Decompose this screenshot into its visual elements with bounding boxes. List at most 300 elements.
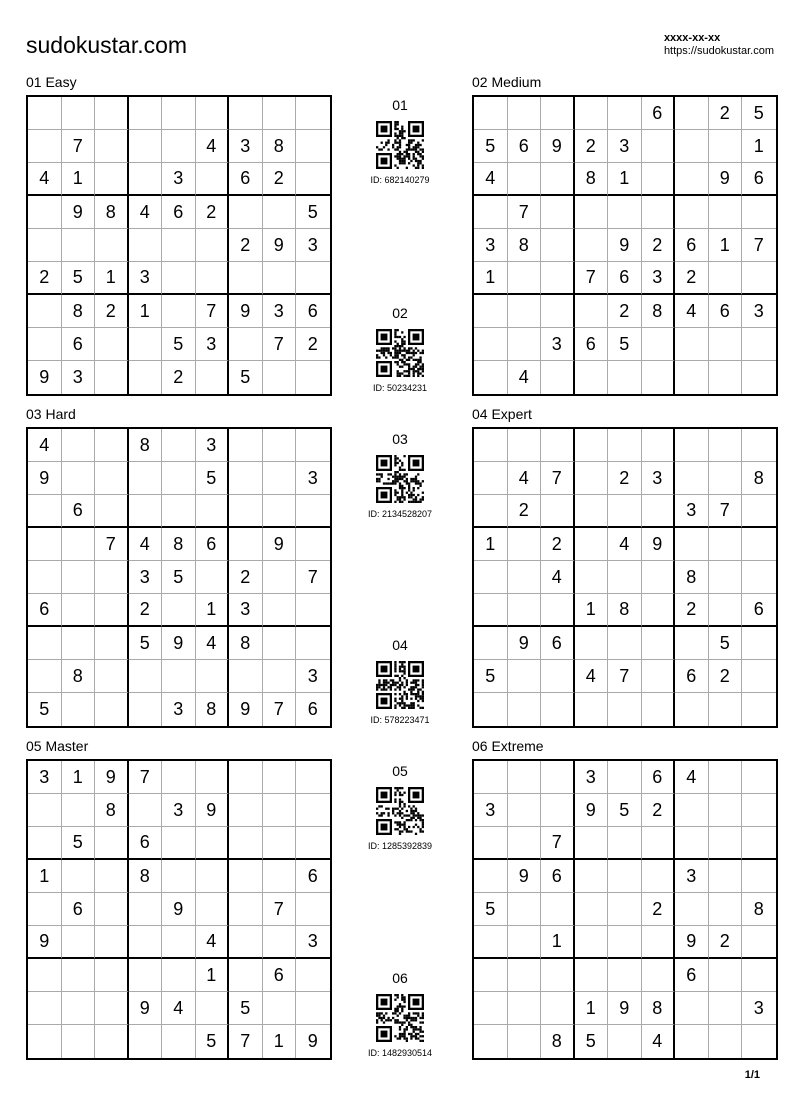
empty-cell[interactable] xyxy=(263,860,297,893)
empty-cell[interactable] xyxy=(28,660,62,693)
empty-cell[interactable] xyxy=(474,959,508,992)
empty-cell[interactable] xyxy=(129,462,163,495)
empty-cell[interactable] xyxy=(162,959,196,992)
empty-cell[interactable] xyxy=(642,660,676,693)
empty-cell[interactable] xyxy=(196,893,230,926)
empty-cell[interactable] xyxy=(474,860,508,893)
empty-cell[interactable] xyxy=(229,660,263,693)
empty-cell[interactable] xyxy=(608,495,642,528)
empty-cell[interactable] xyxy=(474,429,508,462)
empty-cell[interactable] xyxy=(709,761,743,794)
empty-cell[interactable] xyxy=(575,97,609,130)
empty-cell[interactable] xyxy=(742,693,776,726)
empty-cell[interactable] xyxy=(62,594,96,627)
empty-cell[interactable] xyxy=(709,528,743,561)
empty-cell[interactable] xyxy=(28,827,62,860)
empty-cell[interactable] xyxy=(263,361,297,394)
empty-cell[interactable] xyxy=(675,328,709,361)
empty-cell[interactable] xyxy=(642,328,676,361)
empty-cell[interactable] xyxy=(296,893,330,926)
empty-cell[interactable] xyxy=(508,429,542,462)
empty-cell[interactable] xyxy=(162,827,196,860)
empty-cell[interactable] xyxy=(575,429,609,462)
empty-cell[interactable] xyxy=(62,229,96,262)
empty-cell[interactable] xyxy=(263,794,297,827)
empty-cell[interactable] xyxy=(229,262,263,295)
empty-cell[interactable] xyxy=(709,992,743,1025)
empty-cell[interactable] xyxy=(474,693,508,726)
empty-cell[interactable] xyxy=(742,528,776,561)
empty-cell[interactable] xyxy=(541,794,575,827)
empty-cell[interactable] xyxy=(28,561,62,594)
empty-cell[interactable] xyxy=(508,992,542,1025)
empty-cell[interactable] xyxy=(709,594,743,627)
empty-cell[interactable] xyxy=(62,992,96,1025)
empty-cell[interactable] xyxy=(129,959,163,992)
empty-cell[interactable] xyxy=(162,660,196,693)
empty-cell[interactable] xyxy=(95,594,129,627)
empty-cell[interactable] xyxy=(575,528,609,561)
empty-cell[interactable] xyxy=(296,528,330,561)
empty-cell[interactable] xyxy=(709,196,743,229)
empty-cell[interactable] xyxy=(28,97,62,130)
empty-cell[interactable] xyxy=(129,130,163,163)
empty-cell[interactable] xyxy=(508,295,542,328)
empty-cell[interactable] xyxy=(508,97,542,130)
empty-cell[interactable] xyxy=(62,959,96,992)
empty-cell[interactable] xyxy=(162,429,196,462)
empty-cell[interactable] xyxy=(575,926,609,959)
empty-cell[interactable] xyxy=(229,328,263,361)
empty-cell[interactable] xyxy=(474,495,508,528)
empty-cell[interactable] xyxy=(62,860,96,893)
empty-cell[interactable] xyxy=(642,926,676,959)
empty-cell[interactable] xyxy=(608,196,642,229)
empty-cell[interactable] xyxy=(642,860,676,893)
empty-cell[interactable] xyxy=(95,328,129,361)
empty-cell[interactable] xyxy=(642,163,676,196)
empty-cell[interactable] xyxy=(575,361,609,394)
empty-cell[interactable] xyxy=(709,693,743,726)
empty-cell[interactable] xyxy=(508,163,542,196)
empty-cell[interactable] xyxy=(608,860,642,893)
empty-cell[interactable] xyxy=(541,97,575,130)
empty-cell[interactable] xyxy=(575,561,609,594)
empty-cell[interactable] xyxy=(474,561,508,594)
empty-cell[interactable] xyxy=(709,262,743,295)
empty-cell[interactable] xyxy=(296,361,330,394)
empty-cell[interactable] xyxy=(129,794,163,827)
empty-cell[interactable] xyxy=(129,1025,163,1058)
empty-cell[interactable] xyxy=(129,361,163,394)
empty-cell[interactable] xyxy=(575,693,609,726)
empty-cell[interactable] xyxy=(575,893,609,926)
empty-cell[interactable] xyxy=(742,827,776,860)
empty-cell[interactable] xyxy=(95,660,129,693)
empty-cell[interactable] xyxy=(28,295,62,328)
empty-cell[interactable] xyxy=(196,561,230,594)
empty-cell[interactable] xyxy=(162,262,196,295)
empty-cell[interactable] xyxy=(95,229,129,262)
empty-cell[interactable] xyxy=(541,761,575,794)
empty-cell[interactable] xyxy=(196,495,230,528)
empty-cell[interactable] xyxy=(162,495,196,528)
empty-cell[interactable] xyxy=(263,262,297,295)
empty-cell[interactable] xyxy=(62,794,96,827)
empty-cell[interactable] xyxy=(709,1025,743,1058)
empty-cell[interactable] xyxy=(162,926,196,959)
empty-cell[interactable] xyxy=(675,893,709,926)
empty-cell[interactable] xyxy=(742,1025,776,1058)
empty-cell[interactable] xyxy=(263,196,297,229)
empty-cell[interactable] xyxy=(162,295,196,328)
empty-cell[interactable] xyxy=(296,959,330,992)
empty-cell[interactable] xyxy=(675,361,709,394)
empty-cell[interactable] xyxy=(62,97,96,130)
empty-cell[interactable] xyxy=(508,794,542,827)
empty-cell[interactable] xyxy=(62,926,96,959)
empty-cell[interactable] xyxy=(675,528,709,561)
empty-cell[interactable] xyxy=(508,528,542,561)
empty-cell[interactable] xyxy=(296,429,330,462)
empty-cell[interactable] xyxy=(575,959,609,992)
empty-cell[interactable] xyxy=(608,827,642,860)
empty-cell[interactable] xyxy=(95,429,129,462)
empty-cell[interactable] xyxy=(675,130,709,163)
empty-cell[interactable] xyxy=(263,97,297,130)
empty-cell[interactable] xyxy=(742,627,776,660)
empty-cell[interactable] xyxy=(575,827,609,860)
empty-cell[interactable] xyxy=(95,926,129,959)
empty-cell[interactable] xyxy=(474,328,508,361)
site-url[interactable]: https://sudokustar.com xyxy=(663,45,774,57)
empty-cell[interactable] xyxy=(95,130,129,163)
empty-cell[interactable] xyxy=(508,262,542,295)
empty-cell[interactable] xyxy=(642,693,676,726)
empty-cell[interactable] xyxy=(263,462,297,495)
empty-cell[interactable] xyxy=(263,429,297,462)
empty-cell[interactable] xyxy=(608,761,642,794)
empty-cell[interactable] xyxy=(296,992,330,1025)
empty-cell[interactable] xyxy=(575,462,609,495)
empty-cell[interactable] xyxy=(474,295,508,328)
empty-cell[interactable] xyxy=(675,794,709,827)
empty-cell[interactable] xyxy=(474,1025,508,1058)
empty-cell[interactable] xyxy=(229,761,263,794)
empty-cell[interactable] xyxy=(541,361,575,394)
empty-cell[interactable] xyxy=(62,429,96,462)
empty-cell[interactable] xyxy=(709,328,743,361)
empty-cell[interactable] xyxy=(575,229,609,262)
empty-cell[interactable] xyxy=(129,97,163,130)
empty-cell[interactable] xyxy=(229,959,263,992)
empty-cell[interactable] xyxy=(709,827,743,860)
empty-cell[interactable] xyxy=(608,959,642,992)
empty-cell[interactable] xyxy=(642,561,676,594)
empty-cell[interactable] xyxy=(162,594,196,627)
empty-cell[interactable] xyxy=(742,196,776,229)
empty-cell[interactable] xyxy=(575,627,609,660)
empty-cell[interactable] xyxy=(196,660,230,693)
empty-cell[interactable] xyxy=(608,561,642,594)
empty-cell[interactable] xyxy=(296,163,330,196)
empty-cell[interactable] xyxy=(575,295,609,328)
empty-cell[interactable] xyxy=(608,893,642,926)
empty-cell[interactable] xyxy=(196,97,230,130)
empty-cell[interactable] xyxy=(296,761,330,794)
empty-cell[interactable] xyxy=(642,594,676,627)
empty-cell[interactable] xyxy=(129,495,163,528)
empty-cell[interactable] xyxy=(95,495,129,528)
empty-cell[interactable] xyxy=(129,893,163,926)
empty-cell[interactable] xyxy=(508,594,542,627)
empty-cell[interactable] xyxy=(608,1025,642,1058)
empty-cell[interactable] xyxy=(675,429,709,462)
empty-cell[interactable] xyxy=(575,196,609,229)
empty-cell[interactable] xyxy=(162,97,196,130)
empty-cell[interactable] xyxy=(742,860,776,893)
empty-cell[interactable] xyxy=(474,926,508,959)
empty-cell[interactable] xyxy=(129,660,163,693)
empty-cell[interactable] xyxy=(28,130,62,163)
empty-cell[interactable] xyxy=(229,429,263,462)
empty-cell[interactable] xyxy=(62,528,96,561)
empty-cell[interactable] xyxy=(229,926,263,959)
empty-cell[interactable] xyxy=(642,495,676,528)
empty-cell[interactable] xyxy=(508,827,542,860)
empty-cell[interactable] xyxy=(162,860,196,893)
empty-cell[interactable] xyxy=(229,794,263,827)
empty-cell[interactable] xyxy=(742,926,776,959)
empty-cell[interactable] xyxy=(541,196,575,229)
empty-cell[interactable] xyxy=(575,495,609,528)
empty-cell[interactable] xyxy=(129,926,163,959)
empty-cell[interactable] xyxy=(196,163,230,196)
empty-cell[interactable] xyxy=(709,860,743,893)
empty-cell[interactable] xyxy=(296,262,330,295)
empty-cell[interactable] xyxy=(263,594,297,627)
empty-cell[interactable] xyxy=(709,794,743,827)
empty-cell[interactable] xyxy=(28,1025,62,1058)
empty-cell[interactable] xyxy=(28,528,62,561)
empty-cell[interactable] xyxy=(675,627,709,660)
empty-cell[interactable] xyxy=(474,594,508,627)
empty-cell[interactable] xyxy=(742,761,776,794)
empty-cell[interactable] xyxy=(474,992,508,1025)
empty-cell[interactable] xyxy=(129,328,163,361)
empty-cell[interactable] xyxy=(263,561,297,594)
empty-cell[interactable] xyxy=(95,97,129,130)
empty-cell[interactable] xyxy=(95,827,129,860)
empty-cell[interactable] xyxy=(508,893,542,926)
empty-cell[interactable] xyxy=(196,361,230,394)
empty-cell[interactable] xyxy=(296,594,330,627)
empty-cell[interactable] xyxy=(263,627,297,660)
empty-cell[interactable] xyxy=(541,262,575,295)
empty-cell[interactable] xyxy=(675,827,709,860)
empty-cell[interactable] xyxy=(742,361,776,394)
empty-cell[interactable] xyxy=(742,262,776,295)
empty-cell[interactable] xyxy=(296,130,330,163)
empty-cell[interactable] xyxy=(474,761,508,794)
empty-cell[interactable] xyxy=(474,361,508,394)
empty-cell[interactable] xyxy=(642,627,676,660)
empty-cell[interactable] xyxy=(642,959,676,992)
empty-cell[interactable] xyxy=(296,827,330,860)
empty-cell[interactable] xyxy=(196,229,230,262)
empty-cell[interactable] xyxy=(129,229,163,262)
empty-cell[interactable] xyxy=(709,429,743,462)
empty-cell[interactable] xyxy=(541,429,575,462)
empty-cell[interactable] xyxy=(28,495,62,528)
empty-cell[interactable] xyxy=(263,827,297,860)
empty-cell[interactable] xyxy=(62,561,96,594)
empty-cell[interactable] xyxy=(742,561,776,594)
empty-cell[interactable] xyxy=(263,495,297,528)
empty-cell[interactable] xyxy=(62,462,96,495)
empty-cell[interactable] xyxy=(608,693,642,726)
empty-cell[interactable] xyxy=(675,163,709,196)
empty-cell[interactable] xyxy=(608,429,642,462)
empty-cell[interactable] xyxy=(742,495,776,528)
empty-cell[interactable] xyxy=(508,561,542,594)
empty-cell[interactable] xyxy=(541,495,575,528)
empty-cell[interactable] xyxy=(62,1025,96,1058)
empty-cell[interactable] xyxy=(196,827,230,860)
empty-cell[interactable] xyxy=(196,860,230,893)
empty-cell[interactable] xyxy=(196,761,230,794)
empty-cell[interactable] xyxy=(95,992,129,1025)
empty-cell[interactable] xyxy=(95,561,129,594)
empty-cell[interactable] xyxy=(541,693,575,726)
empty-cell[interactable] xyxy=(95,959,129,992)
empty-cell[interactable] xyxy=(675,462,709,495)
empty-cell[interactable] xyxy=(642,429,676,462)
empty-cell[interactable] xyxy=(229,97,263,130)
empty-cell[interactable] xyxy=(642,130,676,163)
empty-cell[interactable] xyxy=(541,229,575,262)
empty-cell[interactable] xyxy=(95,627,129,660)
empty-cell[interactable] xyxy=(675,693,709,726)
empty-cell[interactable] xyxy=(263,761,297,794)
empty-cell[interactable] xyxy=(709,130,743,163)
empty-cell[interactable] xyxy=(474,627,508,660)
empty-cell[interactable] xyxy=(508,693,542,726)
empty-cell[interactable] xyxy=(28,893,62,926)
empty-cell[interactable] xyxy=(263,926,297,959)
empty-cell[interactable] xyxy=(541,959,575,992)
empty-cell[interactable] xyxy=(541,295,575,328)
empty-cell[interactable] xyxy=(95,361,129,394)
empty-cell[interactable] xyxy=(95,1025,129,1058)
empty-cell[interactable] xyxy=(742,794,776,827)
empty-cell[interactable] xyxy=(229,860,263,893)
empty-cell[interactable] xyxy=(95,693,129,726)
empty-cell[interactable] xyxy=(62,627,96,660)
empty-cell[interactable] xyxy=(129,693,163,726)
empty-cell[interactable] xyxy=(129,163,163,196)
empty-cell[interactable] xyxy=(95,893,129,926)
empty-cell[interactable] xyxy=(95,462,129,495)
empty-cell[interactable] xyxy=(162,761,196,794)
empty-cell[interactable] xyxy=(229,462,263,495)
empty-cell[interactable] xyxy=(608,361,642,394)
empty-cell[interactable] xyxy=(742,660,776,693)
empty-cell[interactable] xyxy=(508,328,542,361)
empty-cell[interactable] xyxy=(675,992,709,1025)
empty-cell[interactable] xyxy=(28,992,62,1025)
empty-cell[interactable] xyxy=(541,163,575,196)
empty-cell[interactable] xyxy=(196,992,230,1025)
empty-cell[interactable] xyxy=(642,196,676,229)
empty-cell[interactable] xyxy=(62,693,96,726)
empty-cell[interactable] xyxy=(229,893,263,926)
empty-cell[interactable] xyxy=(28,794,62,827)
empty-cell[interactable] xyxy=(229,827,263,860)
empty-cell[interactable] xyxy=(675,1025,709,1058)
empty-cell[interactable] xyxy=(474,97,508,130)
empty-cell[interactable] xyxy=(263,992,297,1025)
empty-cell[interactable] xyxy=(675,97,709,130)
empty-cell[interactable] xyxy=(541,893,575,926)
empty-cell[interactable] xyxy=(709,561,743,594)
empty-cell[interactable] xyxy=(162,229,196,262)
empty-cell[interactable] xyxy=(296,794,330,827)
empty-cell[interactable] xyxy=(508,761,542,794)
empty-cell[interactable] xyxy=(742,959,776,992)
empty-cell[interactable] xyxy=(28,328,62,361)
empty-cell[interactable] xyxy=(263,660,297,693)
empty-cell[interactable] xyxy=(229,196,263,229)
empty-cell[interactable] xyxy=(296,495,330,528)
empty-cell[interactable] xyxy=(675,196,709,229)
empty-cell[interactable] xyxy=(162,130,196,163)
empty-cell[interactable] xyxy=(95,860,129,893)
empty-cell[interactable] xyxy=(508,926,542,959)
empty-cell[interactable] xyxy=(541,992,575,1025)
empty-cell[interactable] xyxy=(28,196,62,229)
empty-cell[interactable] xyxy=(296,627,330,660)
empty-cell[interactable] xyxy=(474,827,508,860)
empty-cell[interactable] xyxy=(742,429,776,462)
empty-cell[interactable] xyxy=(541,594,575,627)
empty-cell[interactable] xyxy=(162,462,196,495)
empty-cell[interactable] xyxy=(742,328,776,361)
empty-cell[interactable] xyxy=(642,361,676,394)
empty-cell[interactable] xyxy=(229,495,263,528)
empty-cell[interactable] xyxy=(508,959,542,992)
empty-cell[interactable] xyxy=(296,97,330,130)
empty-cell[interactable] xyxy=(608,627,642,660)
empty-cell[interactable] xyxy=(709,462,743,495)
empty-cell[interactable] xyxy=(28,959,62,992)
empty-cell[interactable] xyxy=(508,1025,542,1058)
empty-cell[interactable] xyxy=(709,959,743,992)
empty-cell[interactable] xyxy=(709,361,743,394)
empty-cell[interactable] xyxy=(608,926,642,959)
empty-cell[interactable] xyxy=(95,163,129,196)
empty-cell[interactable] xyxy=(541,660,575,693)
empty-cell[interactable] xyxy=(28,627,62,660)
empty-cell[interactable] xyxy=(608,97,642,130)
empty-cell[interactable] xyxy=(508,660,542,693)
empty-cell[interactable] xyxy=(196,262,230,295)
empty-cell[interactable] xyxy=(642,827,676,860)
empty-cell[interactable] xyxy=(229,528,263,561)
empty-cell[interactable] xyxy=(709,893,743,926)
empty-cell[interactable] xyxy=(28,229,62,262)
empty-cell[interactable] xyxy=(474,462,508,495)
